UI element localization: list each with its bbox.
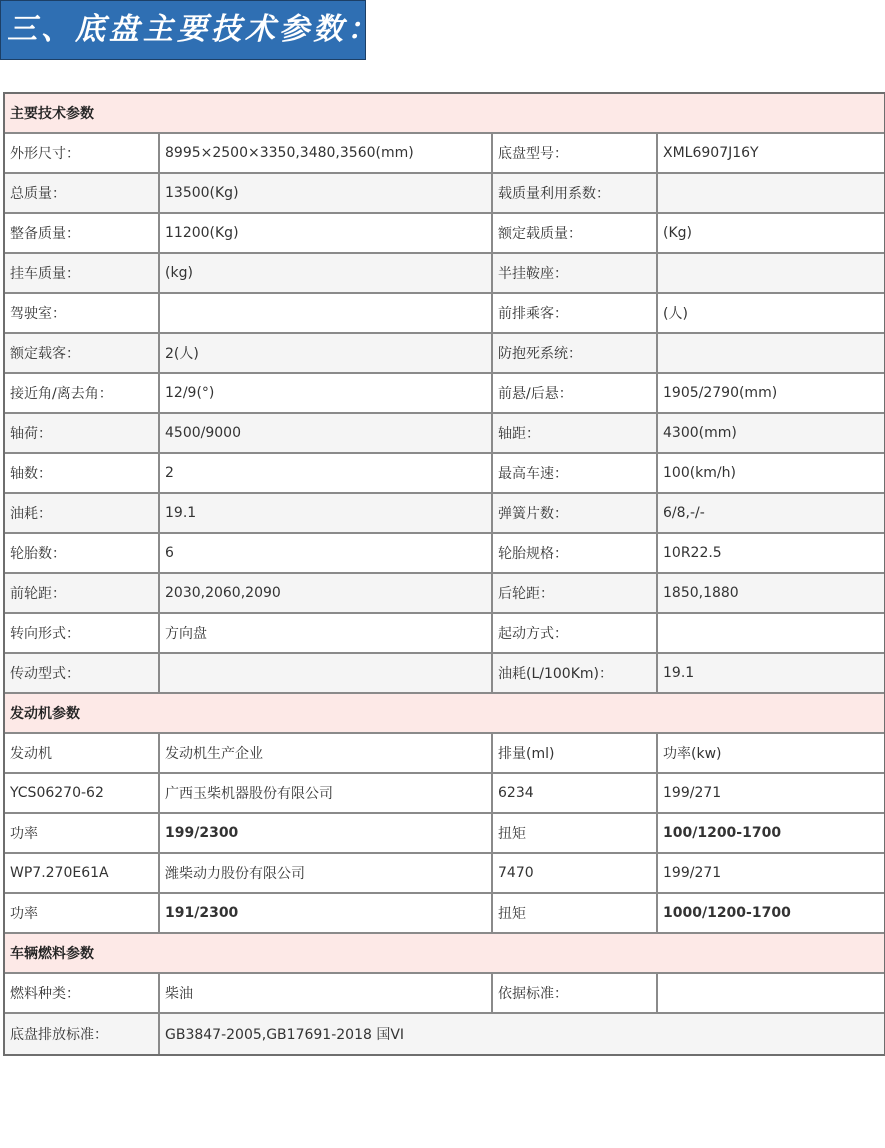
value: 11200(Kg): [160, 214, 493, 254]
value: 1905/2790(mm): [658, 374, 884, 414]
value: 6/8,-/-: [658, 494, 884, 534]
label: 额定载质量：: [493, 214, 658, 254]
section-header-engine: [5, 694, 884, 734]
engine-power: 199/271: [658, 854, 884, 894]
label: 扭矩: [493, 814, 658, 854]
engine-displacement: 7470: [493, 854, 658, 894]
label: 整备质量：: [5, 214, 160, 254]
value: 19.1: [658, 654, 884, 694]
value: 4300(mm): [658, 414, 884, 454]
label: 油耗：: [5, 494, 160, 534]
value: 2030,2060,2090: [160, 574, 493, 614]
label: 轮胎数：: [5, 534, 160, 574]
table-row: [5, 614, 884, 654]
table-row: [5, 894, 884, 934]
value: 199/2300: [160, 814, 493, 854]
value: 8995×2500×3350,3480,3560(mm): [160, 134, 493, 174]
label: 燃料种类：: [5, 974, 160, 1014]
value: 19.1: [160, 494, 493, 534]
table-row: [5, 574, 884, 614]
value: 6: [160, 534, 493, 574]
engine-model: YCS06270-62: [5, 774, 160, 814]
label: 驾驶室：: [5, 294, 160, 334]
label: 轴数：: [5, 454, 160, 494]
value: 100(km/h): [658, 454, 884, 494]
label: 额定载客：: [5, 334, 160, 374]
value: [658, 174, 884, 214]
value: 12/9(°): [160, 374, 493, 414]
label: 半挂鞍座：: [493, 254, 658, 294]
value: [160, 294, 493, 334]
table-row: [5, 214, 884, 254]
table-row: [5, 174, 884, 214]
label: 起动方式：: [493, 614, 658, 654]
label: 油耗(L/100Km)：: [493, 654, 658, 694]
table-row: [5, 494, 884, 534]
label: 传动型式：: [5, 654, 160, 694]
label: 挂车质量：: [5, 254, 160, 294]
value: 4500/9000: [160, 414, 493, 454]
value: [658, 334, 884, 374]
engine-manufacturer: 广西玉柴机器股份有限公司: [160, 774, 493, 814]
label: 轮胎规格：: [493, 534, 658, 574]
label: 轴距：: [493, 414, 658, 454]
engine-manufacturer: 潍柴动力股份有限公司: [160, 854, 493, 894]
table-row: [5, 814, 884, 854]
table-row: [5, 654, 884, 694]
value: 柴油: [160, 974, 493, 1014]
label: 前排乘客：: [493, 294, 658, 334]
column-header: 发动机生产企业: [160, 734, 493, 774]
value: 1000/1200-1700: [658, 894, 884, 934]
spec-table: [3, 92, 885, 1056]
table-row: [5, 974, 884, 1014]
column-header: 排量(ml): [493, 734, 658, 774]
column-header: 功率(kw): [658, 734, 884, 774]
table-row: [5, 414, 884, 454]
value: [658, 974, 884, 1014]
section-title: 主要技术参数: [5, 94, 884, 134]
value: 10R22.5: [658, 534, 884, 574]
value: 2: [160, 454, 493, 494]
label: 前悬/后悬：: [493, 374, 658, 414]
label: 载质量利用系数：: [493, 174, 658, 214]
engine-power: 199/271: [658, 774, 884, 814]
value: 1850,1880: [658, 574, 884, 614]
table-row: [5, 254, 884, 294]
section-header-main: [5, 94, 884, 134]
label: 最高车速：: [493, 454, 658, 494]
table-row: [5, 334, 884, 374]
table-row: [5, 1014, 884, 1054]
label: 底盘排放标准：: [5, 1014, 160, 1054]
value: GB3847-2005,GB17691-2018 国VI: [160, 1014, 884, 1054]
value: 191/2300: [160, 894, 493, 934]
table-row: [5, 854, 884, 894]
label: 扭矩: [493, 894, 658, 934]
label: 防抱死系统：: [493, 334, 658, 374]
engine-model: WP7.270E61A: [5, 854, 160, 894]
engine-displacement: 6234: [493, 774, 658, 814]
label: 弹簧片数：: [493, 494, 658, 534]
label: 外形尺寸：: [5, 134, 160, 174]
table-row: [5, 374, 884, 414]
label: 功率: [5, 894, 160, 934]
label: 功率: [5, 814, 160, 854]
section-title: 发动机参数: [5, 694, 884, 734]
value: 13500(Kg): [160, 174, 493, 214]
label: 总质量：: [5, 174, 160, 214]
label: 后轮距：: [493, 574, 658, 614]
value: [160, 654, 493, 694]
label: 转向形式：: [5, 614, 160, 654]
table-row: [5, 734, 884, 774]
value: 方向盘: [160, 614, 493, 654]
section-header-fuel: [5, 934, 884, 974]
value: (Kg): [658, 214, 884, 254]
label: 接近角/离去角：: [5, 374, 160, 414]
page-title: 三、底盘主要技术参数：: [0, 0, 366, 60]
section-title: 车辆燃料参数: [5, 934, 884, 974]
column-header: 发动机: [5, 734, 160, 774]
value: (kg): [160, 254, 493, 294]
label: 依据标准：: [493, 974, 658, 1014]
label: 底盘型号：: [493, 134, 658, 174]
table-row: [5, 774, 884, 814]
label: 轴荷：: [5, 414, 160, 454]
value: XML6907J16Y: [658, 134, 884, 174]
value: [658, 614, 884, 654]
value: 2(人): [160, 334, 493, 374]
label: 前轮距：: [5, 574, 160, 614]
table-row: [5, 294, 884, 334]
value: (人): [658, 294, 884, 334]
value: 100/1200-1700: [658, 814, 884, 854]
value: [658, 254, 884, 294]
table-row: [5, 134, 884, 174]
table-row: [5, 534, 884, 574]
table-row: [5, 454, 884, 494]
